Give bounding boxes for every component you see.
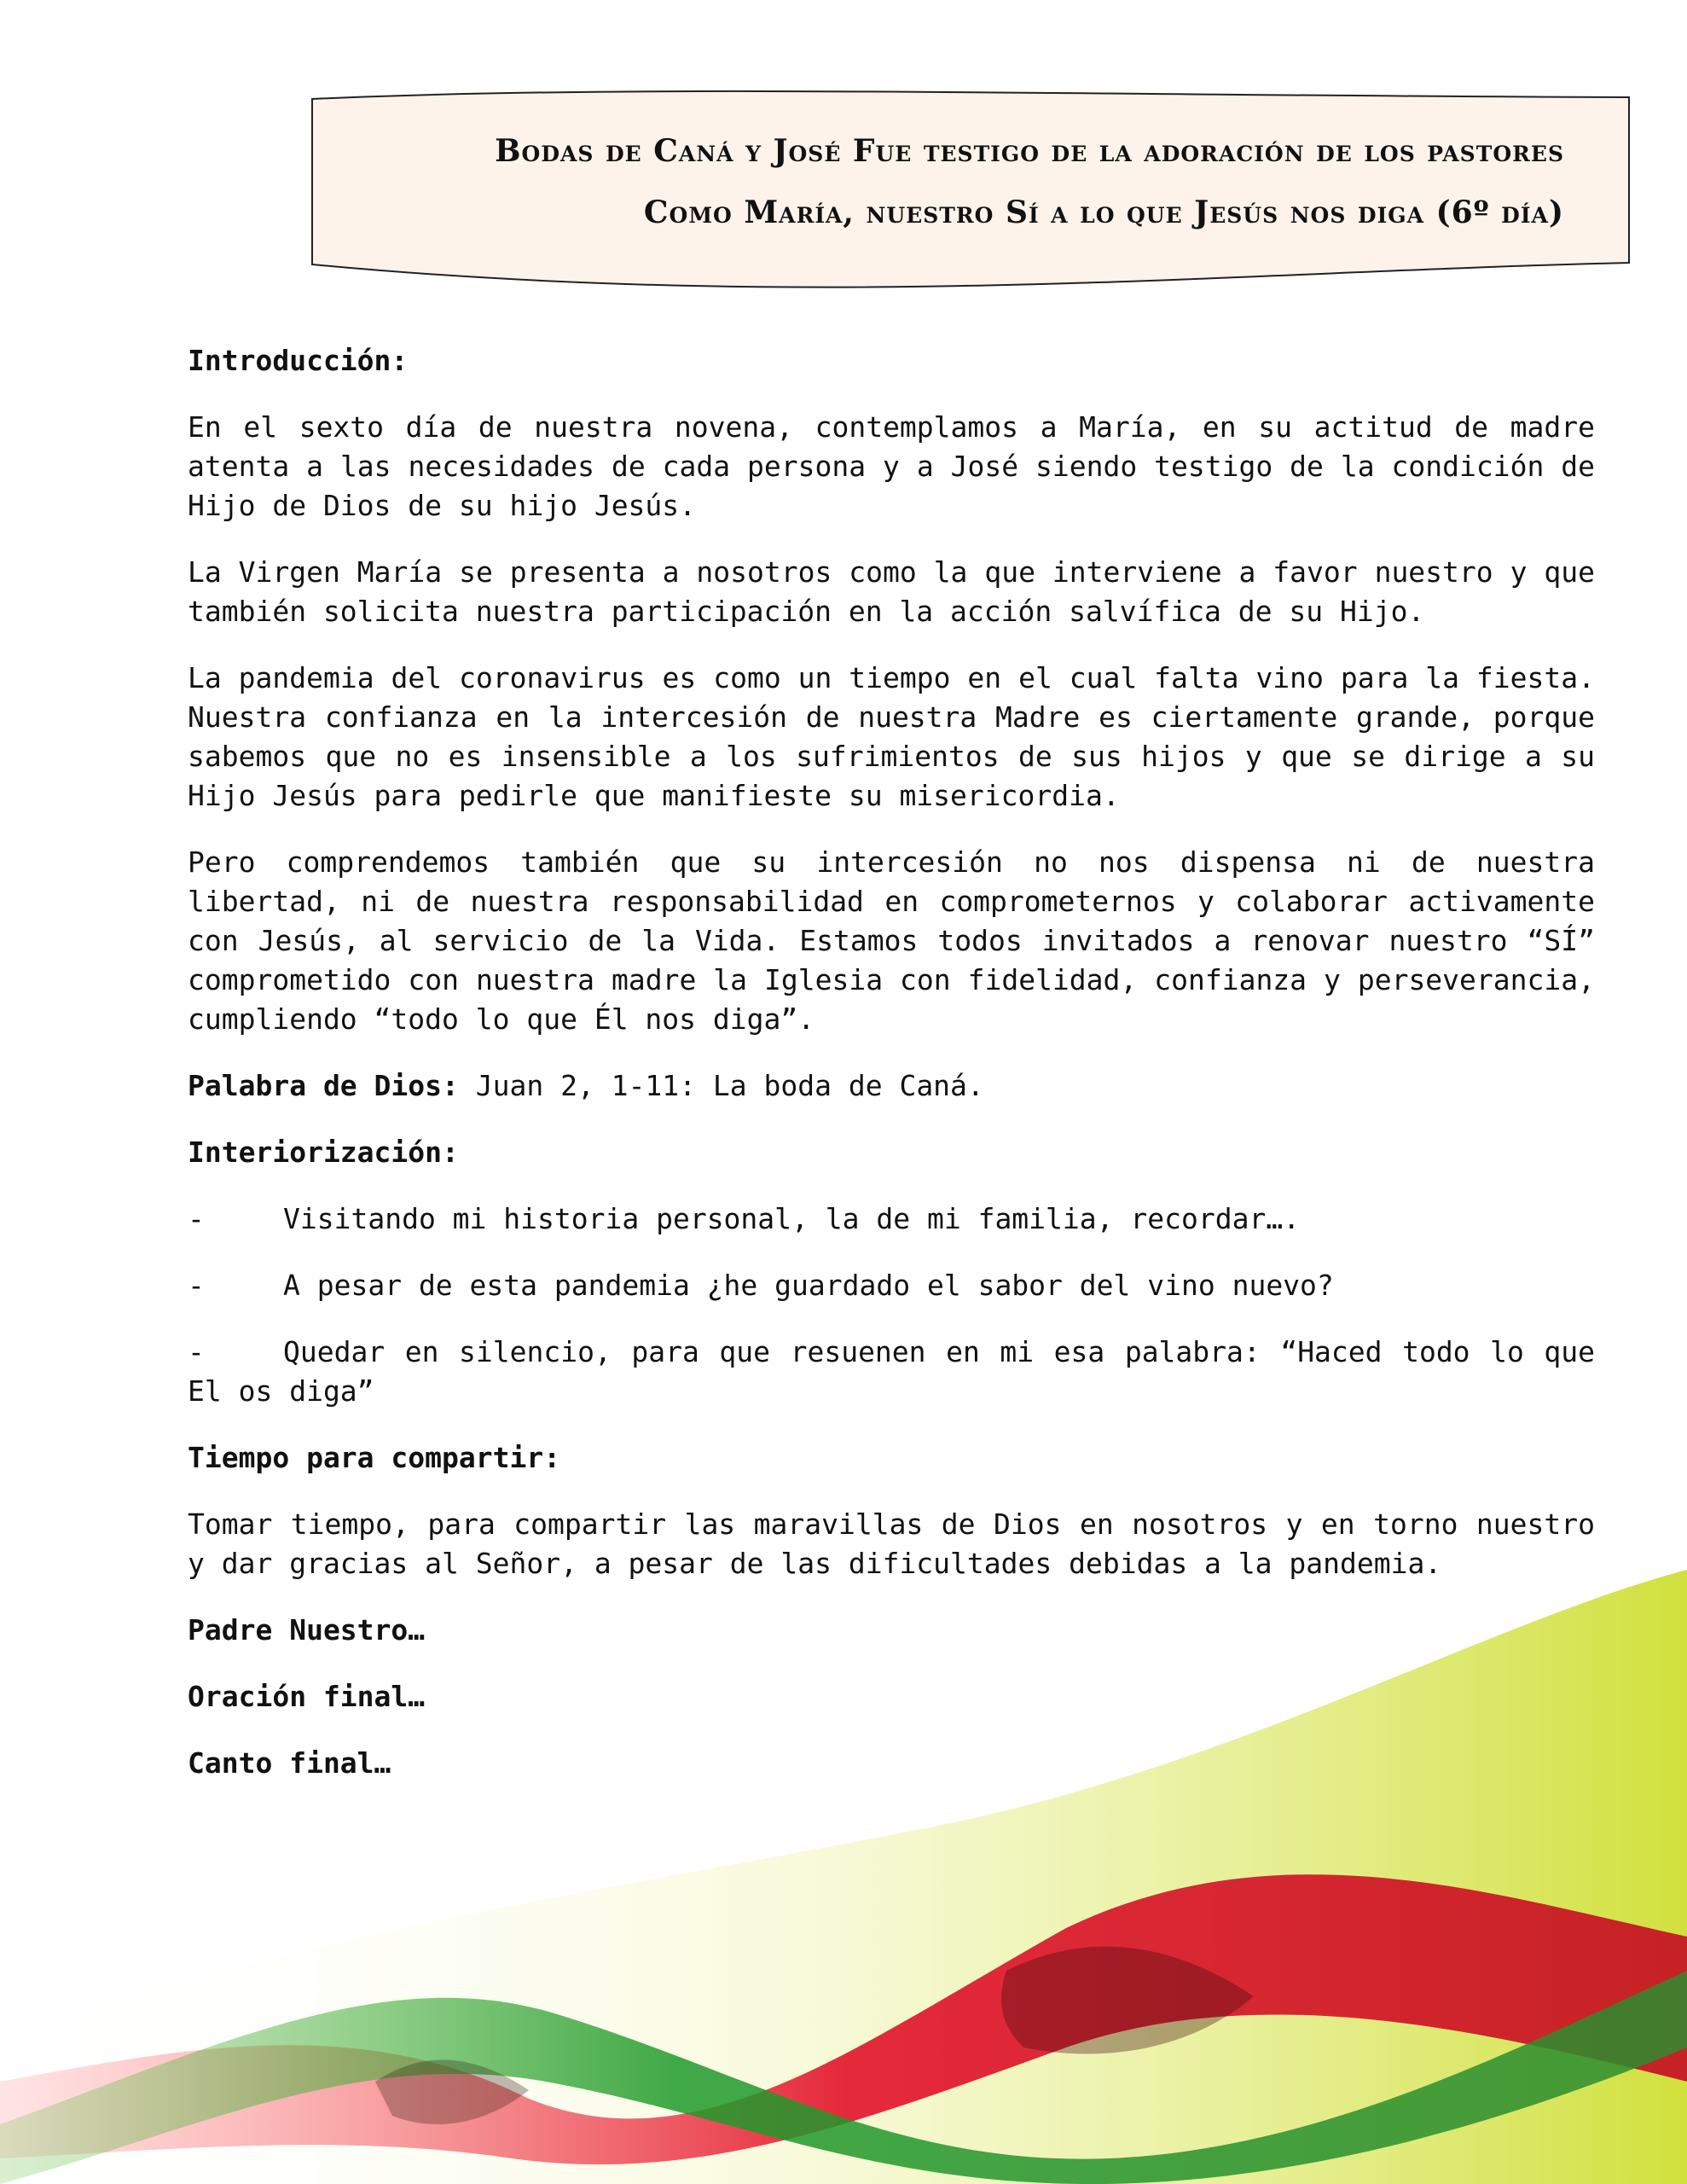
- banner-title-line-2: Como María, nuestro Sí a lo que Jesús nos diga (6º día): [643, 195, 1564, 230]
- word-of-god-text: Juan 2, 1-11: La boda de Caná.: [458, 1069, 984, 1102]
- intro-paragraph-3: La pandemia del coronavirus es como un tiempo en el cual falta vino para la fiesta. Nuestra confianza en la intercesión de nuestra Madre es ciertamente grande, porque sabemos que no es insensible a los sufrimientos de sus hijos y que se dirige a su Hijo Jesús para pedirle que manifieste su misericordia.: [188, 661, 1595, 812]
- dash-marker: -: [188, 1335, 205, 1368]
- title-banner: [307, 89, 1638, 311]
- interior-item-text: Quedar en silencio, para que resuenen en mi esa palabra: “Haced todo lo que El os diga”: [188, 1335, 1595, 1408]
- word-of-god-label: Palabra de Dios:: [188, 1069, 459, 1102]
- interior-item-text: Visitando mi historia personal, la de mi familia, recordar….: [283, 1202, 1301, 1235]
- oracion-final: Oración final…: [188, 1680, 426, 1713]
- intro-paragraph-2: La Virgen María se presenta a nosotros como la que interviene a favor nuestro y que también solicita nuestra participación en la acción salvífica de su Hijo.: [188, 555, 1595, 628]
- interior-item-1: [188, 1199, 1595, 1239]
- word-of-god-line: [188, 1066, 1595, 1106]
- interior-heading: Interiorización:: [188, 1136, 459, 1169]
- interior-item-2: [188, 1266, 1595, 1305]
- dash-marker: -: [188, 1202, 205, 1235]
- intro-heading: Introducción:: [188, 344, 409, 377]
- interior-item-3: [188, 1333, 1595, 1411]
- banner-title-line-1: Bodas de Caná y José Fue testigo de la adoración de los pastores: [495, 133, 1564, 169]
- dash-marker: -: [188, 1269, 205, 1302]
- padre-nuestro: Padre Nuestro…: [188, 1613, 426, 1647]
- decorative-wave-background: [0, 1570, 1687, 2184]
- canto-final: Canto final…: [188, 1746, 391, 1780]
- share-heading: Tiempo para compartir:: [188, 1441, 561, 1474]
- intro-paragraph-1: En el sexto día de nuestra novena, contemplamos a María, en su actitud de madre atenta a las necesidades de cada persona y a José siendo testigo de la condición de Hijo de Dios de su hijo Jesús.: [188, 410, 1595, 522]
- intro-paragraph-4: Pero comprendemos también que su intercesión no nos dispensa ni de nuestra libertad, ni de nuestra responsabilidad en comprometernos y colaborar activamente con Jesús, al servicio de la Vida. Estamos todos invitados a renovar nuestro “SÍ” comprometido con nuestra madre la Iglesia con fidelidad, confianza y perseverancia, cumpliendo “todo lo que Él nos diga”.: [188, 845, 1595, 1036]
- share-paragraph: Tomar tiempo, para compartir las maravillas de Dios en nosotros y en torno nuestro y dar gracias al Señor, a pesar de las dificultades debidas a la pandemia.: [188, 1507, 1595, 1580]
- interior-item-text: A pesar de esta pandemia ¿he guardado el sabor del vino nuevo?: [283, 1269, 1334, 1302]
